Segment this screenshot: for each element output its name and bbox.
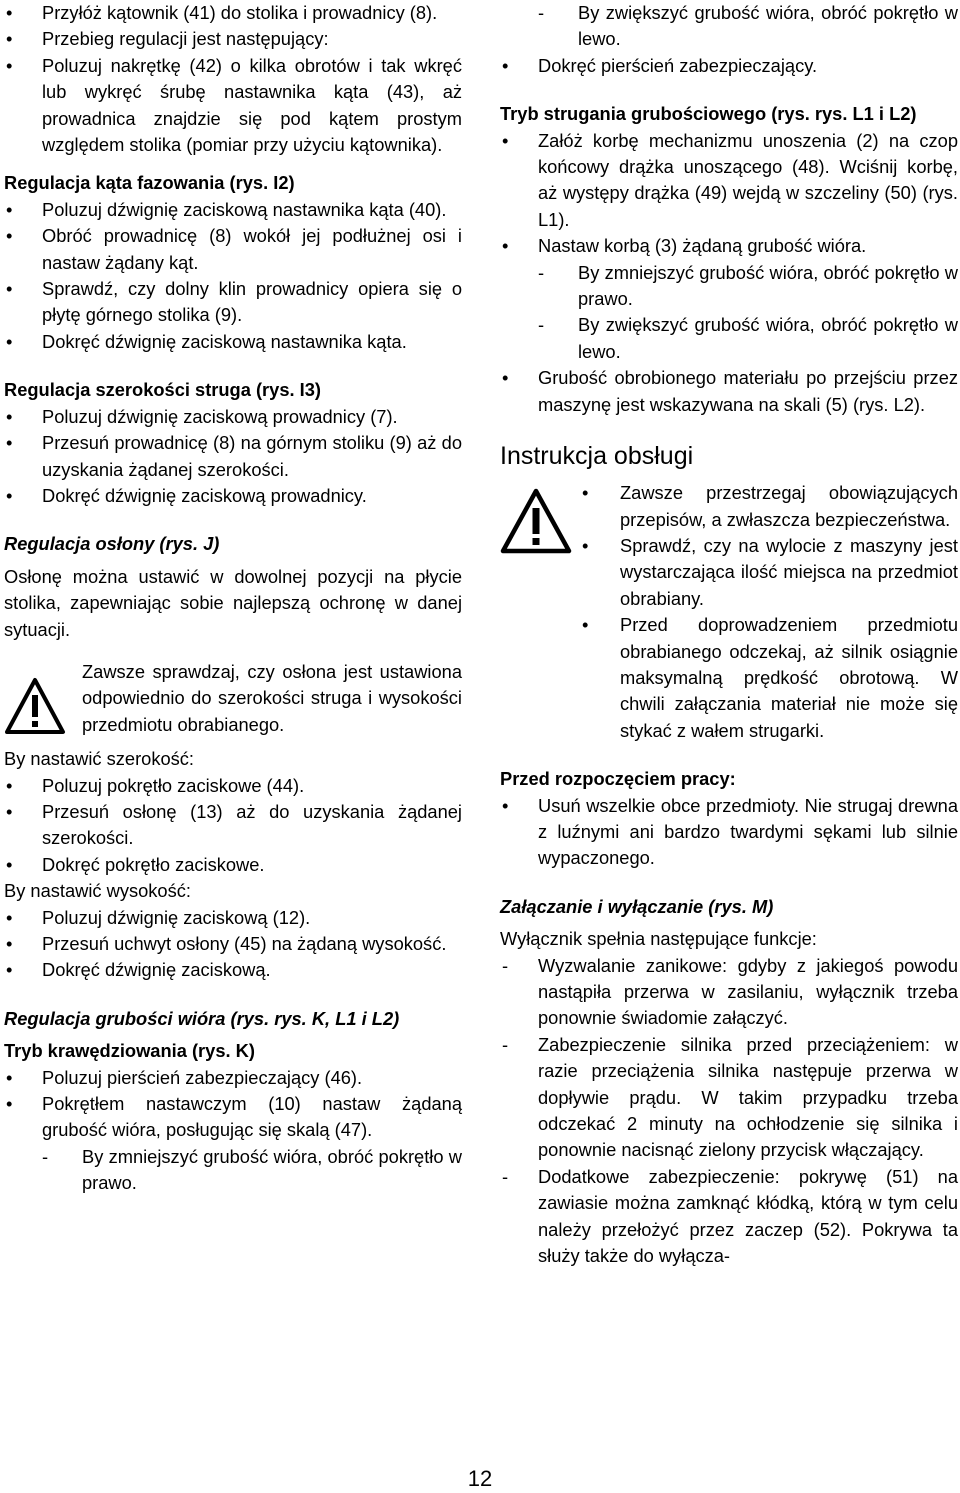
list-item: • Przesuń osłonę (13) aż do uzyskania żądanej szerokości.: [6, 800, 462, 849]
list-item: • Poluzuj pierścień zabezpieczający (46).: [6, 1066, 363, 1088]
list-item: • Sprawdź, czy na wylocie z maszyny jest wystarczająca ilość miejsca na przedmiot obrabiany.: [582, 534, 958, 609]
warning-icon: [4, 677, 66, 735]
list-item: • Obróć prowadnicę (8) wokół jej podłużnej osi i nastaw żądany kąt.: [6, 225, 462, 273]
section-heading: Regulacja grubości wióra (rys. rys. K, L1 i L2): [4, 1007, 400, 1029]
list-item: • Dokręć pokrętło zaciskowe.: [6, 853, 265, 875]
list-item: • Poluzuj dźwignię zaciskową nastawnika kąta (40).: [6, 198, 447, 220]
list-item: • Przebieg regulacji jest następujący:: [6, 28, 329, 50]
list-item: • Dokręć dźwignię zaciskową nastawnika kąta.: [6, 330, 407, 352]
list-item: • Przyłóż kątownik (41) do stolika i prowadnicy (8).: [6, 2, 438, 23]
section-heading: Regulacja kąta fazowania (rys. I2): [4, 172, 295, 194]
section-heading: Regulacja osłony (rys. J): [4, 533, 220, 555]
label: By nastawić szerokość:: [4, 748, 194, 770]
list-item: • Poluzuj dźwignię zaciskową (12).: [6, 906, 311, 928]
list-item: • Przed doprowadzeniem przedmiotu obrabianego odczekaj, aż silnik osiągnie maksymalną prędkość obrotową. W chwili załączania materiał nie może się stykać z wałem strugarki.: [582, 614, 958, 741]
section-title: Instrukcja obsługi: [500, 442, 694, 471]
list-item: • Dokręć pierścień zabezpieczający.: [502, 54, 818, 76]
list-item: • Usuń wszelkie obce przedmioty. Nie strugaj drewna z luźnymi ani bardzo twardymi sękami lub silnie wypaczonego.: [502, 794, 958, 869]
sub-list-item: - By zwiększyć grubość wióra, obróć pokrętło w lewo.: [538, 2, 958, 50]
list-item: • Poluzuj dźwignię zaciskową prowadnicy (7).: [6, 405, 398, 427]
sub-list-item: - By zmniejszyć grubość wióra, obróć pokrętło w prawo.: [42, 1145, 462, 1194]
right-column: [500, 0, 958, 1269]
sub-list-item: - By zwiększyć grubość wióra, obróć pokrętło w lewo.: [538, 314, 958, 362]
section-heading: Przed rozpoczęciem pracy:: [500, 768, 736, 790]
list-item: - Wyzwalanie zanikowe: gdyby z jakiegoś powodu nastąpiła przerwa w zasilaniu, wyłącznik trzeba ponownie świadomie załączyć.: [502, 954, 958, 1029]
label: By nastawić wysokość:: [4, 880, 191, 902]
list-item: • Pokrętłem nastawczym (10) nastaw żądaną grubość wióra, posługując się skalą (47).: [6, 1093, 462, 1141]
section-heading: Załączanie i wyłączanie (rys. M): [500, 895, 774, 917]
list-item: • Poluzuj pokrętło zaciskowe (44).: [6, 774, 305, 796]
list-item: • Poluzuj nakrętkę (42) o kilka obrotów i tak wkręć lub wykręć śrubę nastawnika kąta (43), aż prowadnica znajdzie się pod kątem prostym względem stolika (pomiar przy użyciu kątownika).: [6, 54, 462, 156]
list-item: - Zabezpieczenie silnika przed przeciążeniem: w razie przeciążenia silnika następuje przerwa w dopływie prądu. W takim przypadku trzeba odczekać 2 minuty na ochłodzenie się silnika i ponownie nacisnąć zielony przycisk włączający.: [502, 1033, 958, 1161]
paragraph: Wyłącznik spełnia następujące funkcje:: [500, 928, 817, 950]
list-item: • Przesuń prowadnicę (8) na górnym stoliku (9) aż do uzyskania żądanej szerokości.: [6, 432, 462, 480]
sub-list-item: - By zmniejszyć grubość wióra, obróć pokrętło w prawo.: [538, 261, 958, 310]
section-heading: Regulacja szerokości struga (rys. I3): [4, 379, 322, 401]
warning-block: [4, 659, 462, 738]
list-item: • Nastaw korbą (3) żądaną grubość wióra.: [502, 235, 867, 257]
list-item: • Sprawdź, czy dolny klin prowadnicy opiera się o płytę górnego stolika (9).: [6, 278, 462, 326]
warning-block: [500, 480, 958, 744]
paragraph: Osłonę można ustawić w dowolnej pozycji na płycie stolika, zapewniając sobie najlepszą ochronę w danej sytuacji.: [4, 565, 462, 640]
list-item: • Grubość obrobionego materiału po przejściu przez maszynę jest wskazywana na skali (5) (rys. L2).: [502, 367, 958, 415]
list-item: • Dokręć dźwignię zaciskową prowadnicy.: [6, 484, 367, 506]
list-item: • Zawsze przestrzegaj obowiązujących przepisów, a zwłaszcza bezpieczeństwa.: [582, 482, 958, 530]
list-item: • Dokręć dźwignię zaciskową.: [6, 959, 271, 981]
list-item: - Dodatkowe zabezpieczenie: pokrywę (51) na zawiasie można zamknąć kłódką, którą w tym celu należy przełożyć przez zaczep (52). Pokrywa ta służy także do wyłącza-: [502, 1165, 958, 1267]
list-item: • Załóż korbę mechanizmu unoszenia (2) na czop końcowy drążka unoszącego (48). Wciśnij korbę, aż występy drążka (49) wejdą w szczeliny (50) (rys. L1).: [502, 129, 958, 230]
warning-text: Zawsze sprawdzaj, czy osłona jest ustawiona odpowiednio do szerokości struga i wysokości przedmiotu obrabianego.: [82, 660, 462, 735]
sub-heading: Tryb krawędziowania (rys. K): [4, 1040, 255, 1062]
warning-icon: [500, 488, 572, 554]
page-number: 12: [467, 1466, 493, 1491]
section-heading: Tryb strugania grubościowego (rys. rys. L1 i L2): [500, 103, 917, 125]
list-item: • Przesuń uchwyt osłony (45) na żądaną wysokość.: [6, 933, 447, 954]
left-column: [4, 0, 462, 1197]
